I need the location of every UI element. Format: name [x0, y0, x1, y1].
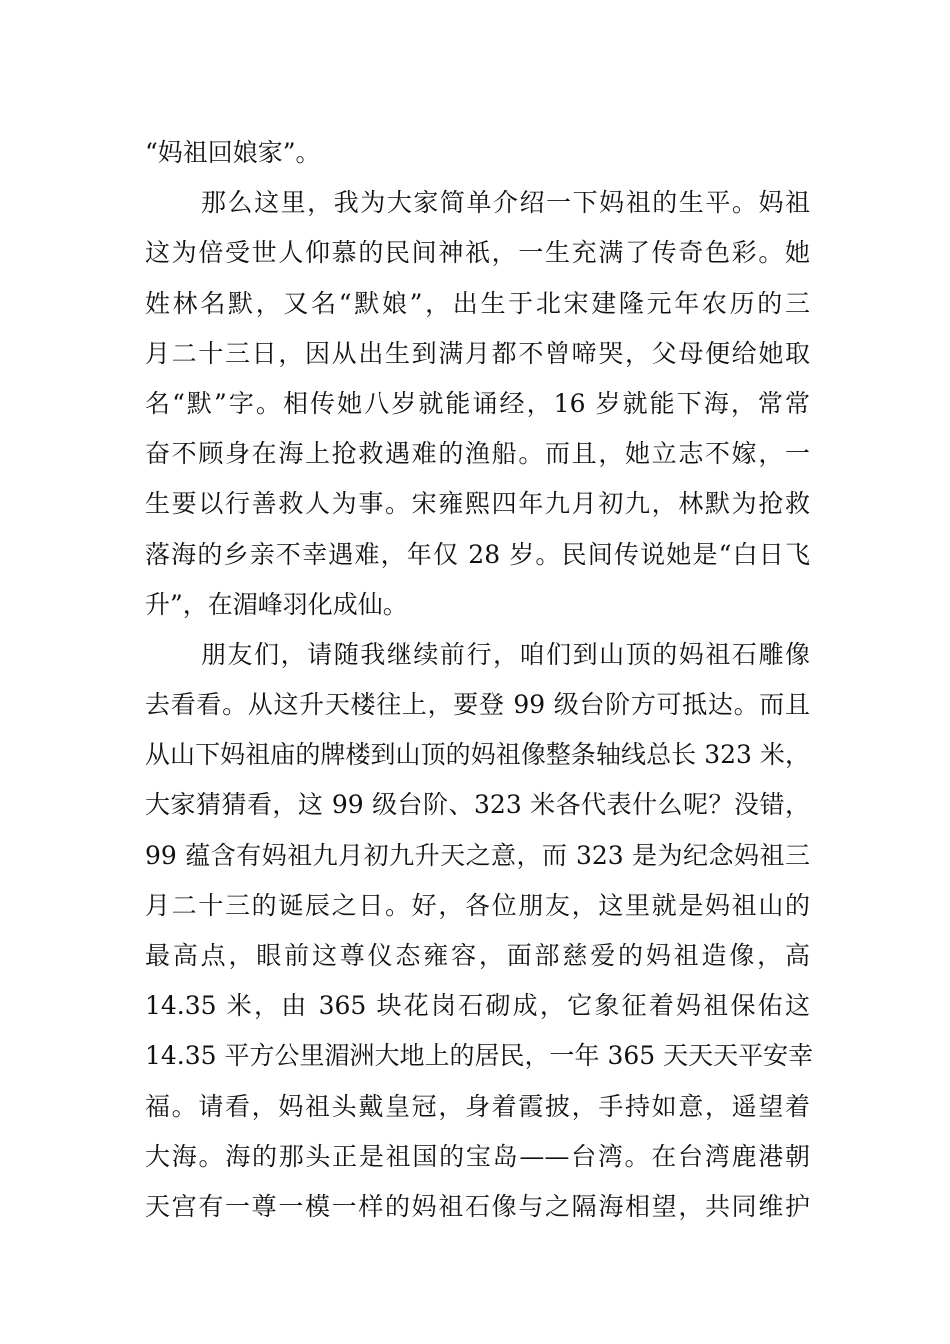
text-line: 月二十三日，因从出生到满月都不曾啼哭，父母便给她取	[145, 338, 810, 368]
text-line: 14.35 米，由 365 块花岗石砌成，它象征着妈祖保佑这	[145, 991, 810, 1021]
text-line: 大海。海的那头正是祖国的宝岛——台湾。在台湾鹿港朝	[145, 1141, 810, 1171]
text-line: 天宫有一尊一模一样的妈祖石像与之隔海相望，共同维护	[145, 1191, 810, 1221]
text-line: 姓林名默，又名“默娘”，出生于北宋建隆元年农历的三	[145, 288, 810, 318]
text-line: 生要以行善救人为事。宋雍熙四年九月初九，林默为抢救	[145, 489, 810, 519]
text-line: 最高点，眼前这尊仪态雍容，面部慈爱的妈祖造像，高	[145, 941, 810, 970]
body-text	[145, 128, 814, 1232]
text-line: 朋友们，请随我继续前行，咱们到山顶的妈祖石雕像	[201, 639, 810, 669]
text-line: 那么这里，我为大家简单介绍一下妈祖的生平。妈祖	[201, 188, 810, 218]
text-line: 福。请看，妈祖头戴皇冠，身着霞披，手持如意，遥望着	[145, 1091, 810, 1121]
text-line: 大家猜猜看，这 99 级台阶、323 米各代表什么呢？没错，	[145, 790, 810, 820]
text-line: “妈祖回娘家”。	[145, 138, 321, 167]
text-line: 名“默”字。相传她八岁就能诵经，16 岁就能下海，常常	[145, 388, 810, 418]
text-line: 去看看。从这升天楼往上，要登 99 级台阶方可抵达。而且	[145, 690, 810, 720]
text-line: 这为倍受世人仰慕的民间神祇，一生充满了传奇色彩。她	[145, 238, 810, 268]
text-line: 从山下妈祖庙的牌楼到山顶的妈祖像整条轴线总长 323 米，	[145, 740, 810, 770]
text-line: 99 蕴含有妈祖九月初九升天之意，而 323 是为纪念妈祖三	[145, 840, 810, 870]
text-line: 落海的乡亲不幸遇难，年仅 28 岁。民间传说她是“白日飞	[145, 539, 810, 569]
text-line: 月二十三的诞辰之日。好，各位朋友，这里就是妈祖山的	[145, 890, 810, 920]
text-line: 14.35 平方公里湄洲大地上的居民，一年 365 天天天平安幸	[145, 1041, 814, 1071]
text-line: 奋不顾身在海上抢救遇难的渔船。而且，她立志不嫁，一	[145, 439, 810, 469]
text-line: 升”，在湄峰羽化成仙。	[145, 589, 408, 619]
